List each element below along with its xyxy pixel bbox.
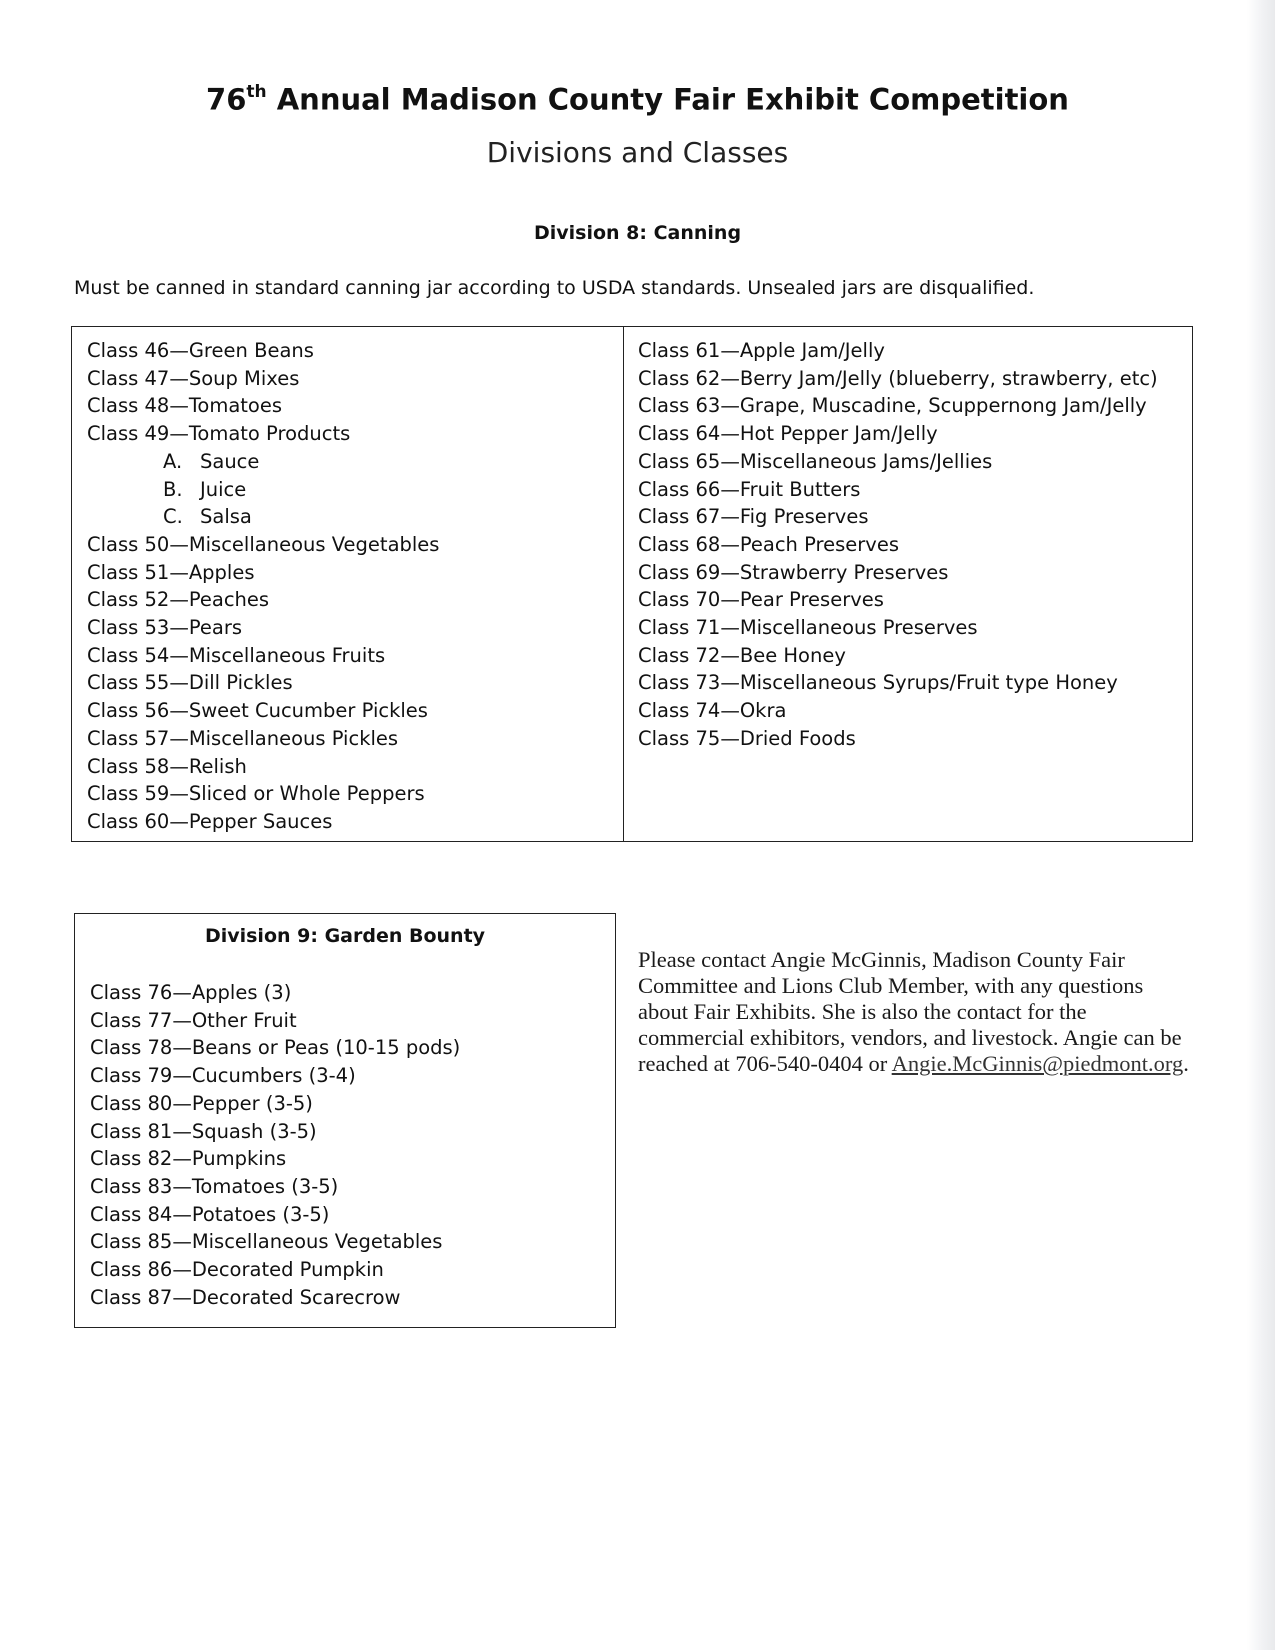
class-item: Class 54—Miscellaneous Fruits [87, 643, 386, 667]
class-item: Class 61—Apple Jam/Jelly [638, 339, 885, 362]
class-item: Class 70—Pear Preserves [638, 588, 884, 612]
contact-paragraph [638, 947, 1198, 1077]
class-item: Class 59—Sliced or Whole Peppers [87, 782, 425, 806]
class-item: Class 71—Miscellaneous Preserves [638, 616, 978, 640]
division-9-heading: Division 9: Garden Bounty [204, 925, 486, 947]
division-8-heading: Division 8: Canning [533, 222, 742, 244]
canning-left-column [87, 337, 439, 836]
class-item: Class 81—Squash (3-5) [90, 1119, 317, 1143]
class-item: Class 76—Apples (3) [90, 981, 292, 1004]
class-item: Class 53—Pears [87, 616, 243, 640]
class-item: Class 84—Potatoes (3-5) [90, 1202, 330, 1226]
page-title: 76th Annual Madison County Fair Exhibit Competition [206, 82, 1069, 117]
class-item: Class 52—Peaches [87, 588, 270, 612]
class-item: Class 60—Pepper Sauces [87, 809, 333, 833]
class-item: Class 50—Miscellaneous Vegetables [87, 532, 440, 556]
class-item: Class 58—Relish [87, 754, 247, 778]
class-item: Class 77—Other Fruit [90, 1008, 297, 1032]
class-item: Class 74—Okra [638, 699, 787, 723]
class-item: Class 49—Tomato Products [87, 422, 351, 446]
class-item: Class 51—Apples [87, 560, 255, 584]
class-item: Class 87—Decorated Scarecrow [90, 1285, 401, 1309]
class-item: Class 67—Fig Preserves [638, 505, 869, 529]
class-item: Class 79—Cucumbers (3-4) [90, 1064, 356, 1088]
contact-text: Please contact Angie McGinnis, Madison County Fair Committee and Lions Club Member, with any questions about Fair Exhibits. She is also the contact for the commercial exhibitors, vendors, and livestock. Angie can be reached at 706-540-0404 or [638, 947, 1182, 1076]
garden-bounty-list [90, 979, 460, 1311]
contact-email-link[interactable]: Angie.McGinnis@piedmont.org [891, 1051, 1184, 1076]
scan-edge-shadow [1247, 0, 1275, 1650]
class-item: Class 63—Grape, Muscadine, Scuppernong Jam/Jelly [638, 394, 1147, 418]
class-item: Class 64—Hot Pepper Jam/Jelly [638, 422, 938, 446]
class-item: Class 83—Tomatoes (3-5) [90, 1174, 339, 1198]
class-item: Class 48—Tomatoes [87, 394, 283, 418]
class-item: Class 85—Miscellaneous Vegetables [90, 1230, 443, 1254]
contact-trailing: . [1183, 1051, 1189, 1076]
class-item: Class 78—Beans or Peas (10-15 pods) [90, 1036, 461, 1060]
class-item: Class 46—Green Beans [87, 339, 314, 362]
page-subtitle: Divisions and Classes [486, 136, 789, 169]
class-item: Class 56—Sweet Cucumber Pickles [87, 699, 428, 723]
class-item: Class 80—Pepper (3-5) [90, 1091, 313, 1115]
class-item: Class 66—Fruit Butters [638, 477, 861, 501]
class-item: Class 55—Dill Pickles [87, 671, 293, 695]
class-item: Class 57—Miscellaneous Pickles [87, 726, 399, 750]
sub-item: B. Juice [163, 477, 247, 501]
class-item: Class 69—Strawberry Preserves [638, 560, 949, 584]
class-item: Class 47—Soup Mixes [87, 366, 300, 390]
canning-right-column [638, 337, 1158, 753]
class-item: Class 72—Bee Honey [638, 643, 846, 667]
class-item: Class 86—Decorated Pumpkin [90, 1258, 384, 1282]
class-item: Class 82—Pumpkins [90, 1147, 287, 1171]
garden-bounty-box [74, 913, 616, 1328]
division-8-note: Must be canned in standard canning jar according to USDA standards. Unsealed jars are disqualified. [74, 277, 1035, 299]
class-item: Class 73—Miscellaneous Syrups/Fruit type Honey [638, 671, 1118, 695]
sub-item: A. Sauce [163, 449, 260, 473]
sub-item: C. Salsa [163, 505, 252, 529]
class-item: Class 75—Dried Foods [638, 726, 856, 750]
class-item: Class 65—Miscellaneous Jams/Jellies [638, 449, 993, 473]
canning-classes-table [71, 326, 1193, 842]
class-item: Class 68—Peach Preserves [638, 532, 899, 556]
column-divider [623, 327, 624, 841]
class-item: Class 62—Berry Jam/Jelly (blueberry, strawberry, etc) [638, 366, 1158, 390]
